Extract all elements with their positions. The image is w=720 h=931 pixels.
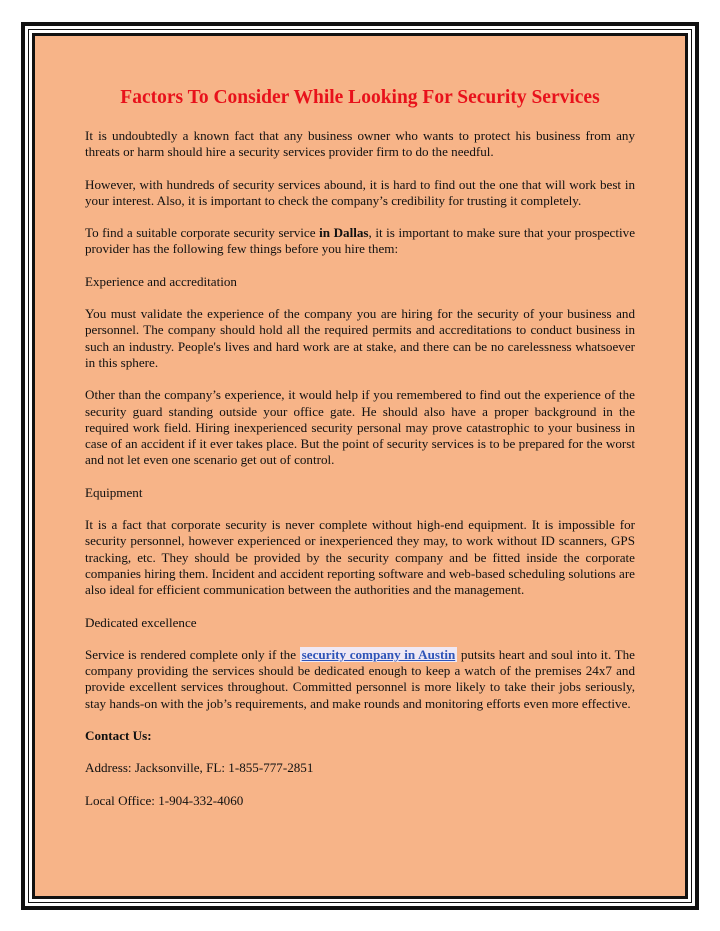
section-heading-excellence: Dedicated excellence xyxy=(85,614,197,630)
section-heading-equipment: Equipment xyxy=(85,484,143,500)
dallas-emphasis: in Dallas xyxy=(319,225,369,241)
paragraph-dallas-after: , it is important to make sure that your prospective provider has the following few things before you hire them: xyxy=(85,225,636,257)
paragraph-validate: You must validate the experience of the company you are hiring for the security of your business and personnel. The company should hold all the required permits and accreditations to conduct business in such an industry. People's lives and hard work are at stake, and there can be no carelessness whatsoever in this sphere. xyxy=(85,306,635,370)
security-company-austin-link[interactable]: security company in Austin xyxy=(301,646,456,662)
paragraph-service-before: Service is rendered complete only if the xyxy=(85,646,300,662)
paragraph-service-after: putsits heart and soul into it. The company providing the services should be dedicated enough to keep a watch of the premises 24x7 and provide excellent services throughout. Committed personnel is more likely to take their jobs seriously, stay hands-on with the job’s requirements, and make rounds and monitoring efforts even more effective. xyxy=(85,646,635,711)
paragraph-guard: Other than the company’s experience, it would help if you remembered to find out the experience of the security guard standing outside your office gate. He should also have a proper background in the required work field. Hiring inexperienced security personal may prove catastrophic to your business in case of an accident if it ever takes place. But the point of security services is to be prepared for the worst and not let even one scenario get out of control. xyxy=(85,387,635,468)
paragraph-intro: It is undoubtedly a known fact that any business owner who wants to protect his business from any threats or harm should hire a security services provider firm to do the needful. xyxy=(85,128,635,160)
paragraph-dallas xyxy=(85,225,635,258)
local-office-line: Local Office: 1-904-332-4060 xyxy=(85,792,244,808)
paragraph-equipment: It is a fact that corporate security is never complete without high-end equipment. It is impossible for security personnel, however experienced or inexperienced they may, to work without ID scanners, GPS tracking, etc. They should be provided by the security company and be fitted inside the corporate companies hiring them. Incident and accident reporting software and web-based scheduling solutions are also ideal for efficient communication between the authorities and the management. xyxy=(85,517,635,598)
document-body xyxy=(85,82,635,825)
document-title: Factors To Consider While Looking For Security Services xyxy=(120,87,600,108)
address-line: Address: Jacksonville, FL: 1-855-777-2851 xyxy=(85,760,314,776)
paragraph-hundreds: However, with hundreds of security services abound, it is hard to find out the one that will work best in your interest. Also, it is important to check the company’s credibility for trusting it completely. xyxy=(85,176,635,208)
paragraph-service xyxy=(85,647,635,712)
paragraph-dallas-before: To find a suitable corporate security service xyxy=(85,225,320,241)
section-heading-experience: Experience and accreditation xyxy=(85,273,237,289)
contact-heading: Contact Us: xyxy=(85,728,152,744)
